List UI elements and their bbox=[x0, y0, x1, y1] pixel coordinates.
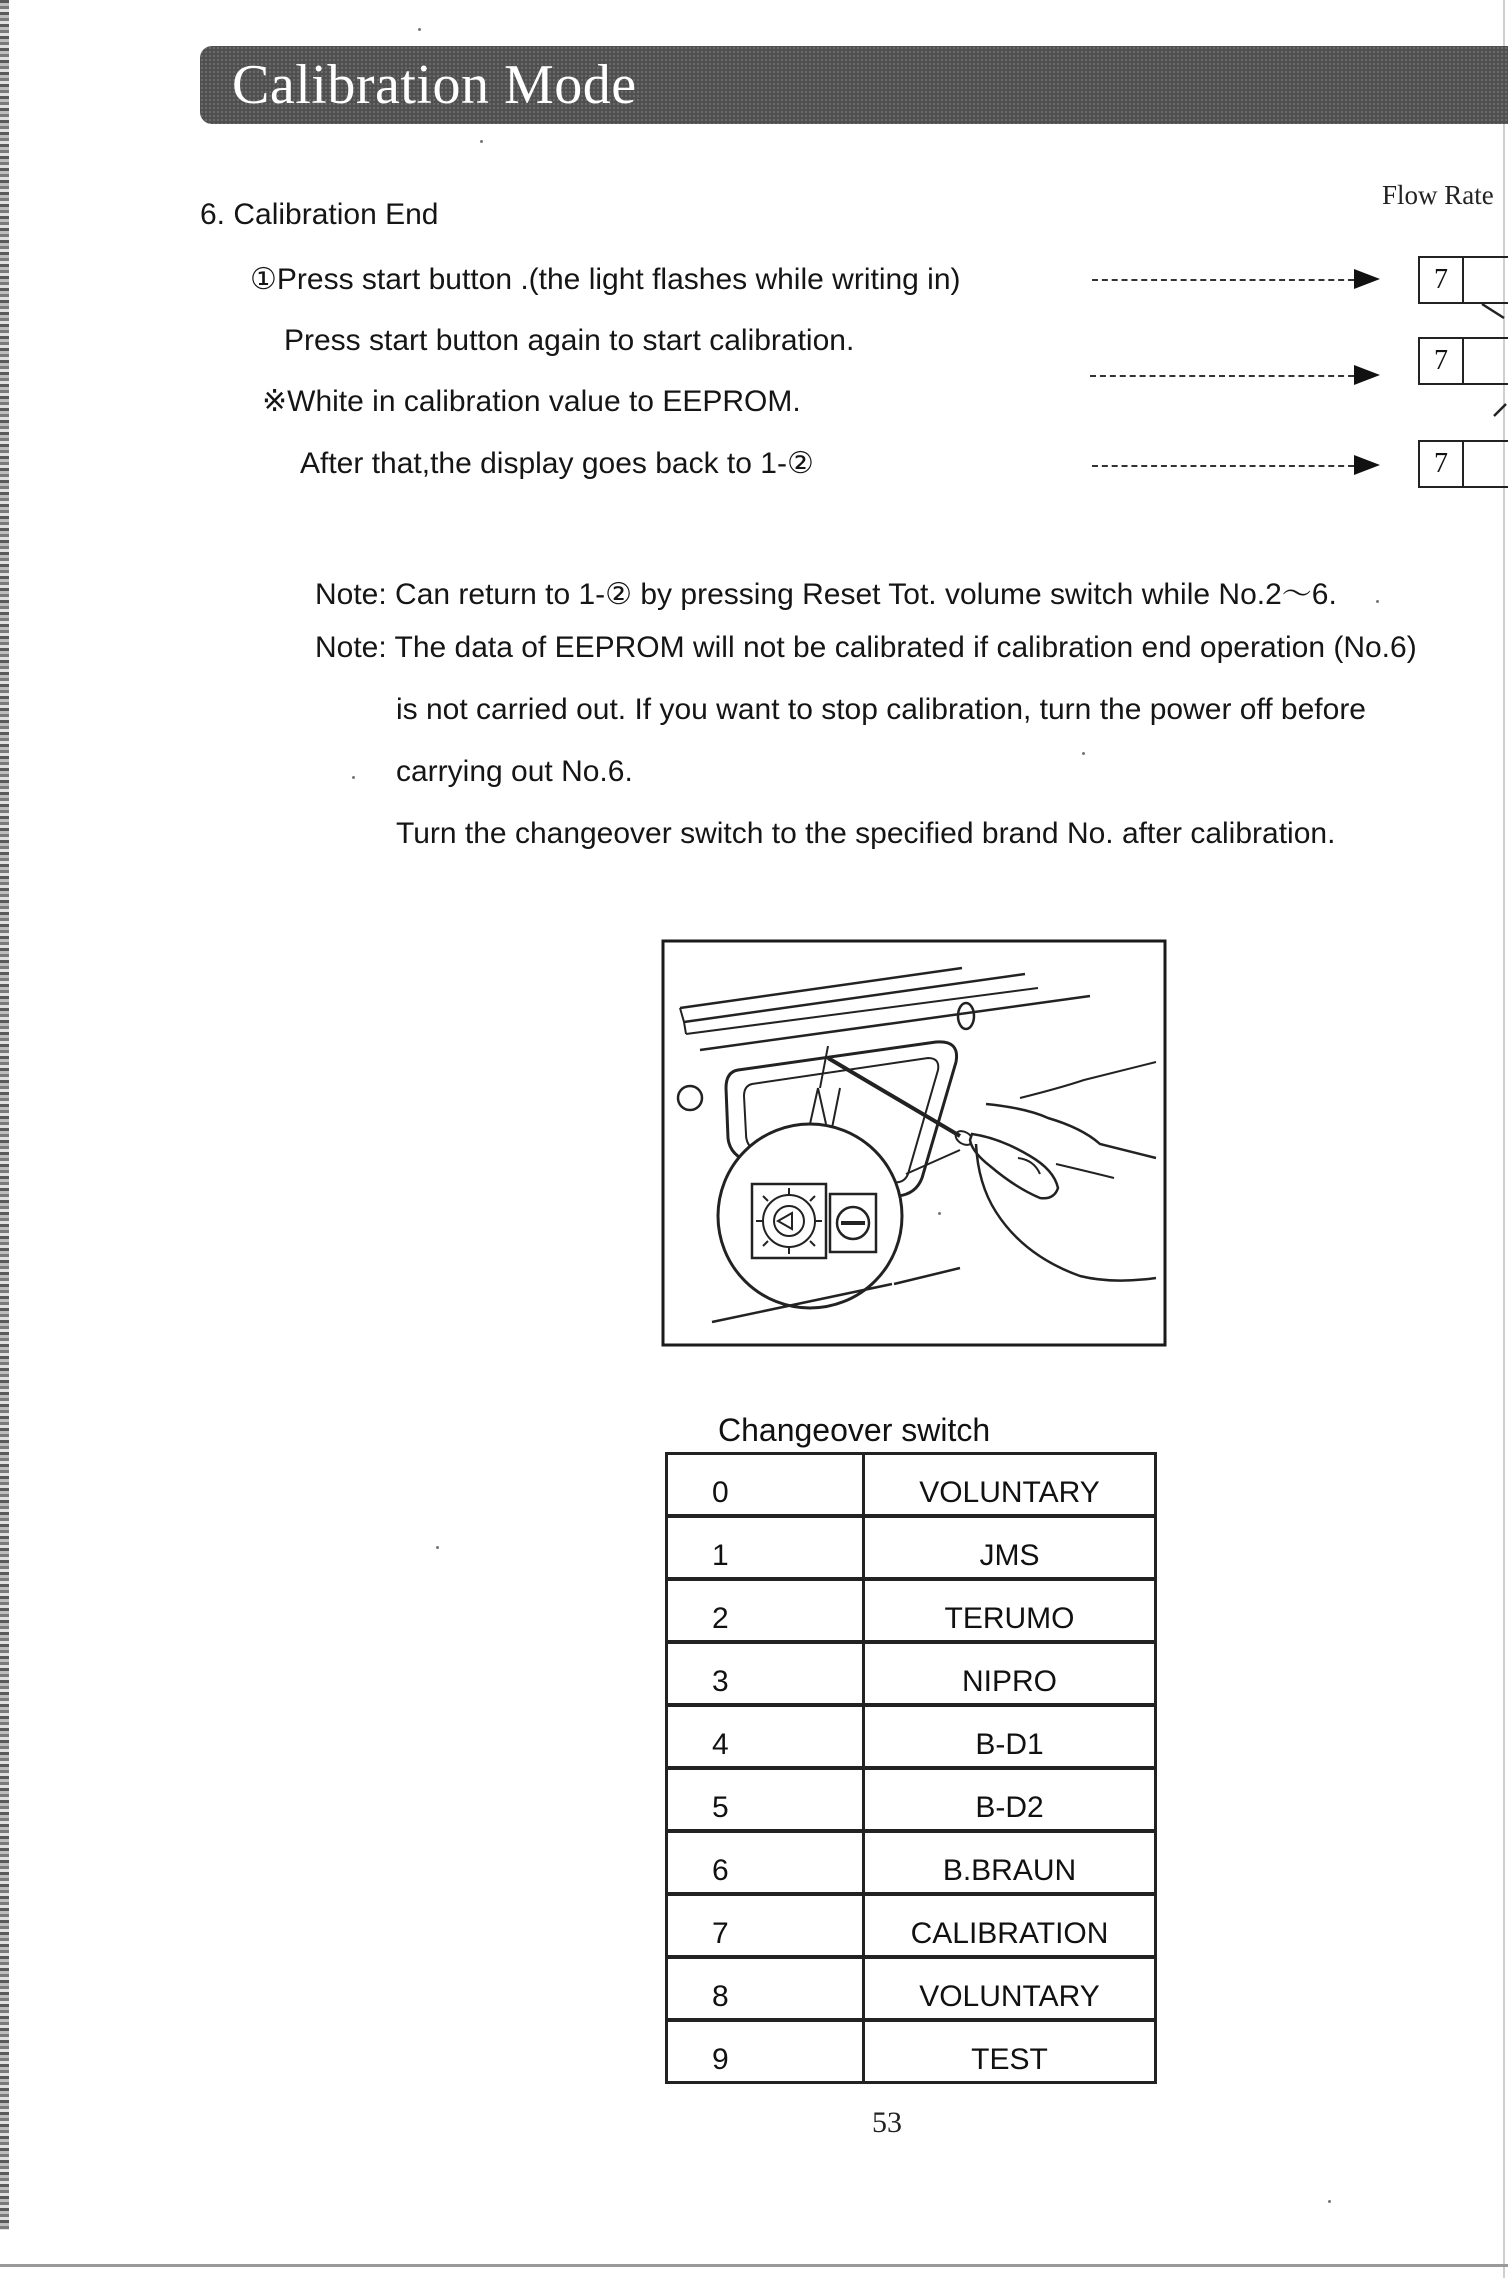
arrow-step-1 bbox=[1092, 279, 1354, 285]
step-1: ①Press start button .(the light flashes while writing in) bbox=[250, 263, 961, 296]
switch-number-cell: 2 bbox=[667, 1579, 864, 1642]
scan-speck bbox=[1328, 2200, 1331, 2203]
section-heading: 6. Calibration End bbox=[200, 198, 439, 231]
switch-brand-cell: TEST bbox=[864, 2020, 1156, 2083]
scan-speck bbox=[436, 1546, 439, 1549]
note-3: Turn the changeover switch to the specified brand No. after calibration. bbox=[396, 817, 1336, 850]
note-2: Note: The data of EEPROM will not be calibrated if calibration end operation (No.6) bbox=[315, 631, 1417, 664]
step-2: Press start button again to start calibration. bbox=[284, 324, 855, 357]
flow-rate-digit-2: 7 bbox=[1418, 337, 1464, 385]
switch-brand-cell: B.BRAUN bbox=[864, 1831, 1156, 1894]
switch-number-cell: 3 bbox=[667, 1642, 864, 1705]
scan-speck bbox=[480, 140, 483, 143]
screwdriver-changeover-switch-illustration-icon bbox=[660, 938, 1168, 1348]
table-row bbox=[667, 2020, 1156, 2083]
switch-brand-cell: B-D1 bbox=[864, 1705, 1156, 1768]
scan-speck bbox=[1376, 600, 1379, 603]
changeover-switch-table bbox=[665, 1452, 1157, 2084]
switch-number-cell: 1 bbox=[667, 1516, 864, 1579]
table-row bbox=[667, 1831, 1156, 1894]
scan-speck bbox=[418, 28, 421, 31]
table-row bbox=[667, 1642, 1156, 1705]
switch-number-cell: 6 bbox=[667, 1831, 864, 1894]
switch-brand-cell: NIPRO bbox=[864, 1642, 1156, 1705]
arrow-step-4 bbox=[1092, 465, 1354, 471]
scan-speck bbox=[938, 1212, 941, 1215]
step-4: After that,the display goes back to 1-② bbox=[300, 447, 814, 480]
table-row bbox=[667, 1768, 1156, 1831]
switch-number-cell: 4 bbox=[667, 1705, 864, 1768]
table-row bbox=[667, 1579, 1156, 1642]
table-row bbox=[667, 1957, 1156, 2020]
page-title: Calibration Mode bbox=[232, 54, 637, 116]
scan-edge-bottom bbox=[0, 2264, 1508, 2267]
flow-rate-cell-1 bbox=[1462, 256, 1508, 304]
table-row bbox=[667, 1516, 1156, 1579]
switch-number-cell: 7 bbox=[667, 1894, 864, 1957]
scan-speck bbox=[1082, 752, 1085, 755]
switch-number-cell: 5 bbox=[667, 1768, 864, 1831]
switch-brand-cell: VOLUNTARY bbox=[864, 1957, 1156, 2020]
note-2-continued: is not carried out. If you want to stop calibration, turn the power off before bbox=[396, 693, 1366, 726]
page-number: 53 bbox=[872, 2106, 902, 2139]
table-row bbox=[667, 1705, 1156, 1768]
switch-number-cell: 8 bbox=[667, 1957, 864, 2020]
connector-lines bbox=[1480, 300, 1508, 420]
switch-brand-cell: JMS bbox=[864, 1516, 1156, 1579]
switch-number-cell: 0 bbox=[667, 1454, 864, 1517]
table-row bbox=[667, 1454, 1156, 1517]
note-1: Note: Can return to 1-② by pressing Reset Tot. volume switch while No.2〜6. bbox=[315, 578, 1337, 611]
switch-brand-cell: B-D2 bbox=[864, 1768, 1156, 1831]
flow-rate-digit-3: 7 bbox=[1418, 440, 1464, 488]
flow-rate-cell-3 bbox=[1462, 440, 1508, 488]
scan-edge-left bbox=[0, 0, 9, 2230]
arrow-step-2 bbox=[1090, 375, 1354, 381]
table-row bbox=[667, 1894, 1156, 1957]
switch-brand-cell: TERUMO bbox=[864, 1579, 1156, 1642]
switch-brand-cell: VOLUNTARY bbox=[864, 1454, 1156, 1517]
table-caption: Changeover switch bbox=[718, 1412, 991, 1448]
step-3: ※White in calibration value to EEPROM. bbox=[262, 385, 801, 418]
flow-rate-digit-1: 7 bbox=[1418, 256, 1464, 304]
scan-speck bbox=[352, 776, 355, 779]
flow-rate-label: Flow Rate bbox=[1382, 180, 1494, 210]
switch-brand-cell: CALIBRATION bbox=[864, 1894, 1156, 1957]
switch-number-cell: 9 bbox=[667, 2020, 864, 2083]
note-2-end: carrying out No.6. bbox=[396, 755, 633, 788]
